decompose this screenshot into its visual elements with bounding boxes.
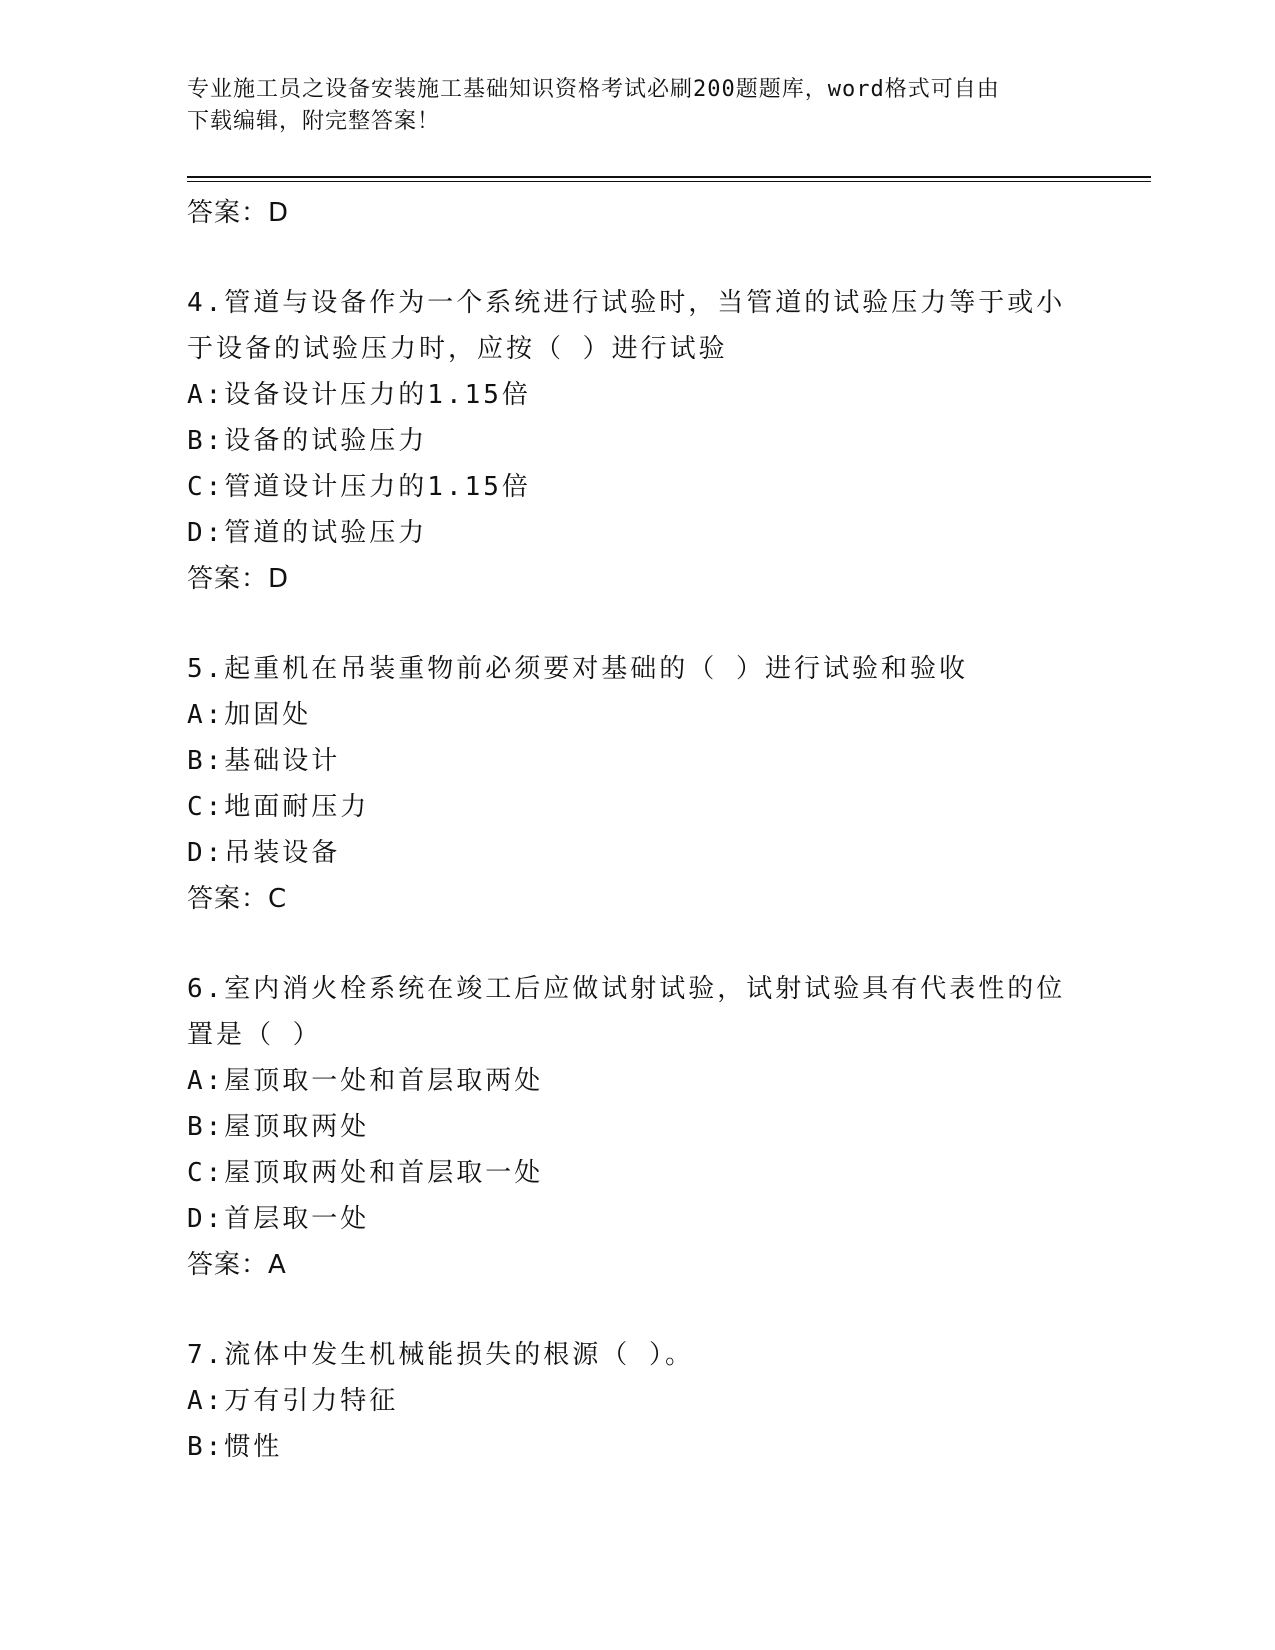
- answer: 答案：D: [187, 564, 290, 594]
- document-header: [187, 74, 1067, 138]
- option-d: D:管道的试验压力: [187, 518, 428, 548]
- previous-answer: 答案：D: [187, 198, 290, 228]
- option-b: B:基础设计: [187, 746, 341, 776]
- option-d: D:吊装设备: [187, 838, 341, 868]
- option-b: B:惯性: [187, 1432, 283, 1462]
- question-stem: 置是（ ）: [187, 1020, 322, 1050]
- option-b: B:设备的试验压力: [187, 426, 428, 456]
- header-line-2: 下载编辑，附完整答案！: [187, 109, 441, 134]
- question-stem: 4.管道与设备作为一个系统进行试验时，当管道的试验压力等于或小: [187, 288, 1066, 318]
- question-list: [187, 190, 1077, 1470]
- question-7: [187, 1332, 1077, 1470]
- header-line-1: 专业施工员之设备安装施工基础知识资格考试必刷200题题库，word格式可自由: [187, 77, 1000, 102]
- question-stem: 5.起重机在吊装重物前必须要对基础的（ ）进行试验和验收: [187, 654, 968, 684]
- option-a: A:加固处: [187, 700, 312, 730]
- question-4: [187, 280, 1077, 602]
- header-divider-thin: [187, 181, 1151, 182]
- option-a: A:设备设计压力的1.15倍: [187, 380, 531, 410]
- header-divider-thick: [187, 176, 1151, 178]
- answer: 答案：C: [187, 884, 288, 914]
- option-c: C:屋顶取两处和首层取一处: [187, 1158, 544, 1188]
- question-stem: 6.室内消火栓系统在竣工后应做试射试验，试射试验具有代表性的位: [187, 974, 1066, 1004]
- question-6: [187, 966, 1077, 1288]
- option-c: C:管道设计压力的1.15倍: [187, 472, 531, 502]
- option-a: A:万有引力特征: [187, 1386, 399, 1416]
- option-b: B:屋顶取两处: [187, 1112, 370, 1142]
- question-5: [187, 646, 1077, 922]
- answer: 答案：A: [187, 1250, 287, 1280]
- option-a: A:屋顶取一处和首层取两处: [187, 1066, 544, 1096]
- question-stem: 于设备的试验压力时，应按（ ）进行试验: [187, 334, 728, 364]
- question-stem: 7.流体中发生机械能损失的根源（ ）。: [187, 1340, 694, 1370]
- option-d: D:首层取一处: [187, 1204, 370, 1234]
- option-c: C:地面耐压力: [187, 792, 370, 822]
